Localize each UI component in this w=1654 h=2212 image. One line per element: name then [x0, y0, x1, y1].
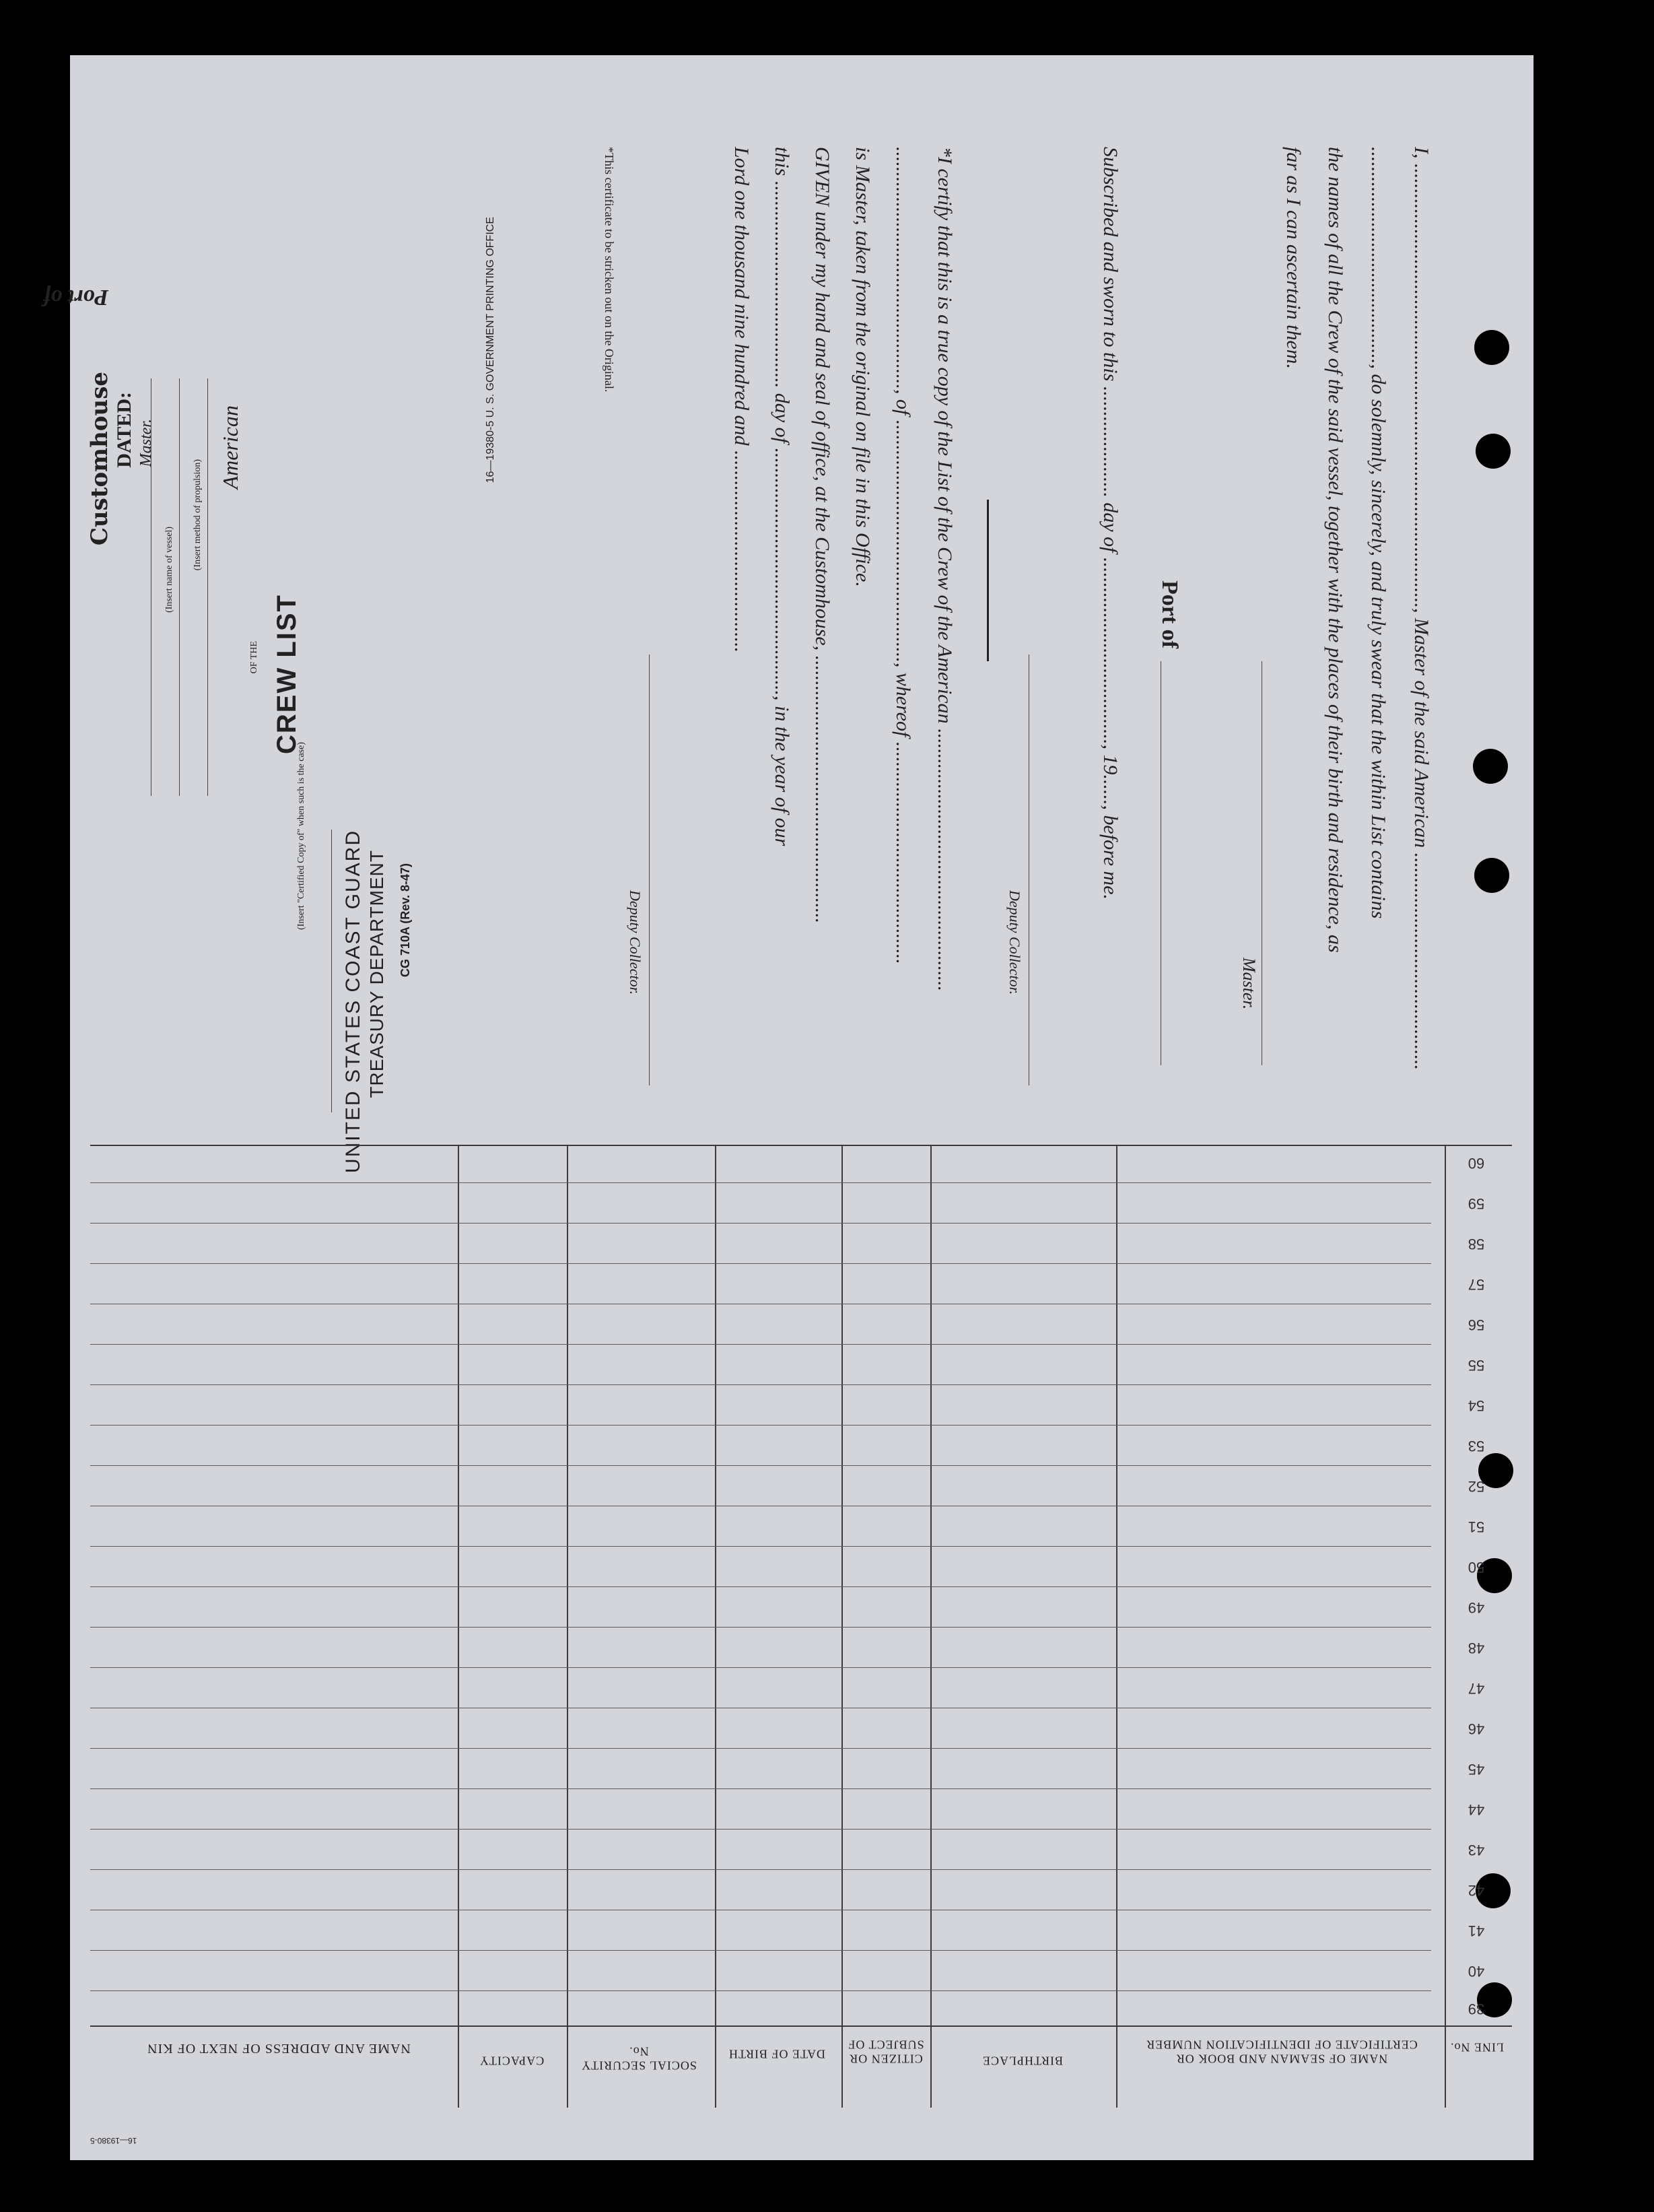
printing-office: 16—19380-5 U. S. GOVERNMENT PRINTING OFFICE: [485, 217, 496, 483]
col-sep-line-no: [1445, 1145, 1446, 2108]
col-sep-birthplace: [930, 1145, 932, 2108]
line-number: 50: [1468, 1559, 1485, 1576]
line-number: 44: [1468, 1801, 1485, 1818]
row-rule: [90, 1223, 1431, 1224]
header-citizen: CITIZEN OR SUBJECT OF: [848, 2038, 924, 2066]
header-capacity: CAPACITY: [479, 2054, 545, 2068]
cert-line-1: I, ........................................................................................, Master of the said American ...........................................: [1410, 147, 1433, 1071]
col-sep-name: [1116, 1145, 1117, 2108]
propulsion-note: (Insert method of propulsion): [193, 459, 203, 571]
certify-line: *I certify that this is a true copy of the List of the Crew of the American ....................................................: [934, 147, 956, 992]
deputy-collector-1: Deputy Collector.: [1006, 890, 1023, 995]
col-sep-dob: [715, 1145, 716, 2108]
form-sheet: [43, 55, 1534, 2160]
footnote: *This certificate to be stricken out on the Original.: [602, 147, 616, 393]
row-rule: [90, 1788, 1431, 1789]
row-rule: [90, 1425, 1431, 1426]
line-number: 51: [1468, 1518, 1485, 1535]
port-of-label: Port of: [1157, 580, 1182, 649]
line-number: 41: [1468, 1922, 1485, 1939]
line-number: 46: [1468, 1720, 1485, 1737]
row-rule: [90, 1829, 1431, 1830]
given-line: GIVEN under my hand and seal of office, at the Customhouse, .....................................................: [811, 147, 833, 924]
header-name: NAME OF SEAMAN AND BOOK OR CERTIFICATE OF IDENTIFICATION NUMBER: [1146, 2038, 1418, 2066]
header-top-rule: [90, 2025, 1512, 2027]
line-number: 60: [1468, 1155, 1485, 1172]
table-top-border: [90, 1145, 1512, 2108]
header-next-of-kin: NAME AND ADDRESS OF NEXT OF KIN: [147, 2041, 411, 2056]
row-rule: [90, 1950, 1431, 1951]
punch-hole: [1473, 749, 1508, 784]
master-label: Master.: [137, 419, 155, 467]
header-birthplace: BIRTHPLACE: [982, 2054, 1063, 2068]
row-rule: [90, 1465, 1431, 1466]
line-number: 43: [1468, 1842, 1485, 1858]
master-signature-label: Master.: [1239, 958, 1259, 1010]
col-sep-ssn: [567, 1145, 568, 2108]
customhouse-label: Customhouse: [86, 372, 113, 546]
line-number: 57: [1468, 1276, 1485, 1293]
subscribed-line: Subscribed and sworn to this ...................... day of ....................................., 19......, before me.: [1099, 147, 1122, 900]
dated-label: DATED:: [113, 392, 135, 468]
line-number: 49: [1468, 1599, 1485, 1616]
line-number: 55: [1468, 1357, 1485, 1374]
row-rule: [90, 1384, 1431, 1385]
american-line: [207, 378, 208, 796]
line-number: 54: [1468, 1397, 1485, 1414]
row-rule: [90, 1748, 1431, 1749]
lord-line: Lord one thousand nine hundred and ........................................: [730, 147, 753, 653]
row-rule: [90, 1546, 1431, 1547]
cert-line-2: ..........................................., do solemnly, sincerely, and truly swear that the within List contains: [1367, 147, 1389, 919]
vessel-line: [179, 378, 180, 796]
line-number: 56: [1468, 1316, 1485, 1333]
line-number: 42: [1468, 1882, 1485, 1899]
line-number: 52: [1468, 1478, 1485, 1495]
agency: UNITED STATES COAST GUARD: [342, 830, 364, 1174]
col-sep-citizen: [841, 1145, 843, 2108]
port-of-title: Port of: [43, 285, 109, 310]
american-label: American: [218, 405, 242, 490]
row-rule: [90, 1627, 1431, 1628]
of-the-label: OF THE: [249, 641, 259, 674]
punch-hole: [1474, 858, 1509, 893]
this-day-line: this ......................................... day of ................................................., in the year of our: [771, 147, 793, 846]
footer-code: 16—19380-5: [90, 2136, 137, 2145]
cert-line-3: the names of all the Crew of the said vessel, together with the places of their birth and residence, as: [1324, 147, 1346, 953]
vessel-note: (Insert name of vessel): [164, 527, 174, 613]
cert-line-4: far as I can ascertain them.: [1282, 147, 1305, 369]
line-number: 58: [1468, 1236, 1485, 1252]
row-rule: [90, 1990, 1431, 1991]
line-number: 59: [1468, 1195, 1485, 1212]
deputy-collector-2: Deputy Collector.: [627, 890, 644, 995]
certified-note: (Insert "Certified Copy of" when such is the case): [296, 742, 306, 930]
form-number: CG 710A (Rev. 8-47): [399, 863, 412, 978]
header-dob: DATE OF BIRTH: [728, 2047, 825, 2061]
department: TREASURY DEPARTMENT: [366, 850, 387, 1098]
separator-bar: [987, 500, 989, 661]
line-number: 45: [1468, 1761, 1485, 1778]
is-master-line: is Master, taken from the original on file in this Office.: [852, 147, 874, 587]
of-whereof-line: ................................................, of ................................................, whereof ............................................: [892, 147, 914, 964]
line-number: 47: [1468, 1680, 1485, 1697]
punch-hole: [1474, 330, 1509, 365]
form-title: CREW LIST: [272, 594, 302, 754]
crew-table: [90, 1145, 1512, 2108]
line-number: 40: [1468, 1963, 1485, 1980]
header-line-no: LINE No.: [1450, 2040, 1504, 2054]
row-rule: [90, 1263, 1431, 1264]
punch-hole: [1476, 434, 1511, 469]
row-rule: [90, 1586, 1431, 1587]
deputy-line-2: [649, 655, 650, 1085]
line-number: 53: [1468, 1438, 1485, 1454]
row-rule: [90, 1869, 1431, 1870]
header-ssn: SOCIAL SECURITY No.: [581, 2044, 697, 2073]
row-rule: [90, 1182, 1431, 1183]
agency-rule: [331, 830, 332, 1112]
row-rule: [90, 1667, 1431, 1668]
line-number: 48: [1468, 1640, 1485, 1656]
line-number: 39: [1468, 2001, 1485, 2017]
row-rule: [90, 1344, 1431, 1345]
col-sep-capacity: [458, 1145, 459, 2108]
